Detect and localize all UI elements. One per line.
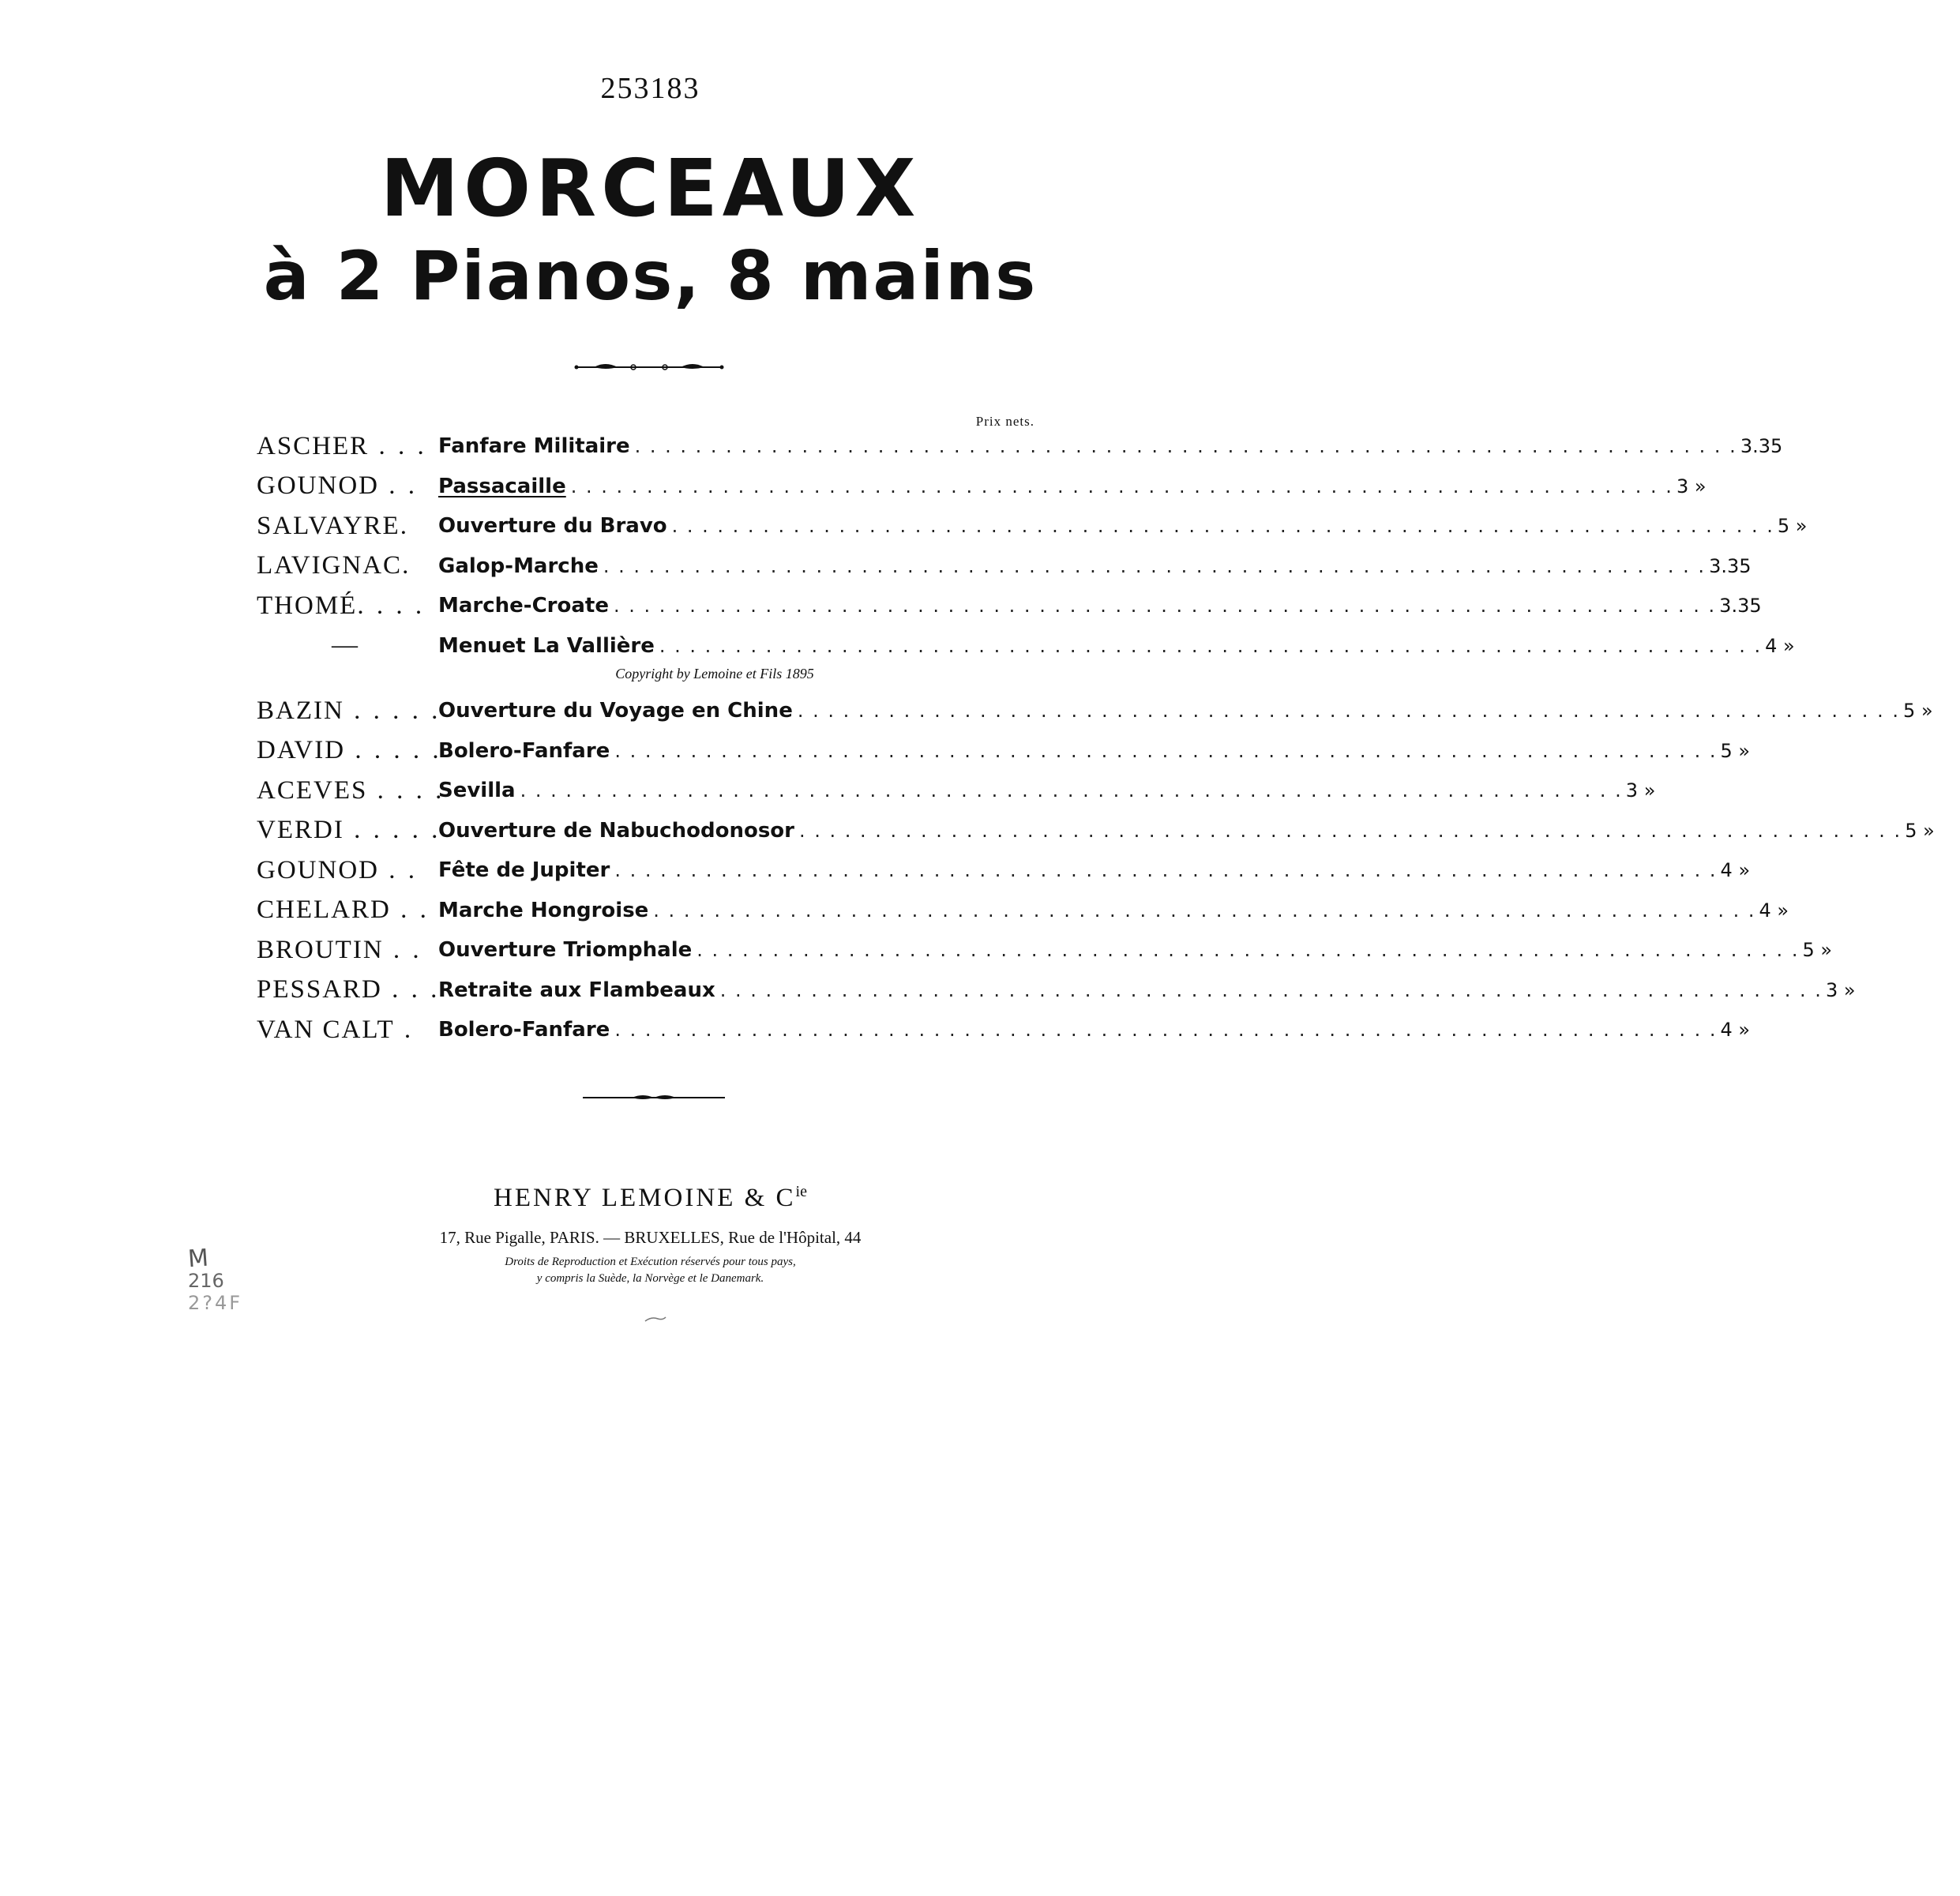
catalog-entry	[257, 811, 1935, 851]
work-title: Ouverture du Voyage en Chine	[438, 699, 793, 723]
page-subtitle: à 2 Pianos, 8 mains	[263, 237, 1038, 316]
composer-name: ACEVES . . . .	[257, 775, 445, 805]
work-title: Marche Hongroise	[438, 898, 649, 922]
work-price: 3 »	[1825, 978, 1856, 1001]
work-title: Fanfare Militaire	[438, 434, 630, 459]
catalog-entry	[257, 467, 1707, 507]
composer-name: CHELARD . .	[257, 895, 430, 925]
catalog-entry	[257, 971, 1856, 1011]
shelfmark-line: M	[186, 1244, 210, 1274]
dot-leader	[614, 859, 1715, 881]
work-title: Retraite aux Flambeaux	[438, 978, 715, 1002]
composer-name: VERDI . . . . .	[257, 816, 441, 845]
dot-leader	[614, 740, 1715, 762]
rights-line: Droits de Reproduction et Exécution réservés pour tous pays,	[505, 1256, 796, 1268]
work-title: Menuet La Vallière	[438, 633, 655, 658]
work-title: Sevilla	[438, 779, 516, 803]
price-column-header: Prix nets.	[975, 414, 1034, 429]
work-price: 5 »	[1777, 515, 1808, 538]
work-price: 4 »	[1720, 1019, 1751, 1042]
dot-leader	[635, 435, 1736, 457]
work-title: Ouverture de Nabuchodonosor	[438, 818, 794, 843]
small-scribble-icon	[644, 1315, 667, 1323]
catalog-entry	[257, 586, 1762, 626]
handwritten-shelfmark	[188, 1244, 242, 1314]
catalog-entry	[257, 850, 1751, 891]
work-price: 4 »	[1759, 899, 1789, 922]
catalog-entry	[257, 771, 1656, 811]
dot-leader	[603, 555, 1704, 577]
page-title: MORCEAUX	[380, 142, 921, 235]
composer-name: BAZIN . . . . .	[257, 696, 441, 725]
catalog-entry	[257, 691, 1933, 731]
work-title: Bolero-Fanfare	[438, 1018, 610, 1042]
dot-leader	[799, 820, 1900, 842]
dot-leader	[697, 939, 1797, 961]
work-title: Ouverture du Bravo	[438, 514, 667, 539]
catalog-entry	[257, 891, 1789, 931]
catalog-list	[257, 426, 1935, 1050]
top-ornament-icon	[570, 359, 728, 375]
work-price: 3 »	[1625, 779, 1656, 802]
dot-leader	[720, 979, 1821, 1001]
work-price: 5 »	[1720, 739, 1751, 762]
work-price: 5 »	[1905, 819, 1935, 842]
copyright-note: Copyright by Lemoine et Fils 1895	[615, 665, 814, 681]
composer-name: BROUTIN . .	[257, 935, 422, 964]
catalog-number: 253183	[600, 72, 700, 105]
work-price: 3.35	[1719, 595, 1762, 618]
publisher-name: HENRY LEMOINE & $C^{ie}$	[494, 1183, 807, 1212]
work-price: 3 »	[1676, 475, 1707, 497]
catalog-entry	[257, 731, 1751, 772]
composer-name: ASCHER . . .	[257, 431, 427, 460]
work-price: 3.35	[1740, 435, 1783, 458]
work-title: Bolero-Fanfare	[438, 738, 610, 763]
dot-leader	[571, 475, 1672, 497]
work-title: Fête de Jupiter	[438, 858, 610, 883]
catalog-entry	[257, 930, 1833, 971]
dot-leader	[659, 635, 1760, 657]
composer-name: PESSARD . . .	[257, 975, 441, 1004]
catalog-entry	[257, 626, 1795, 666]
composer-name: GOUNOD . .	[257, 471, 418, 501]
catalog-entry	[257, 506, 1808, 546]
catalog-entry	[257, 426, 1783, 467]
bottom-ornament-icon	[583, 1092, 725, 1103]
work-price: 4 »	[1765, 634, 1795, 657]
composer-name: VAN CALT .	[257, 1015, 415, 1044]
shelfmark-line: 216	[188, 1270, 224, 1292]
dot-leader	[520, 779, 1621, 802]
dot-leader	[614, 595, 1714, 617]
composer-name: THOMÉ. . . .	[257, 591, 426, 620]
composer-name: SALVAYRE.	[257, 511, 410, 540]
publisher-address: 17, Rue Pigalle, PARIS. — BRUXELLES, Rue de l'Hôpital, 44	[439, 1228, 862, 1247]
work-title: Passacaille	[438, 474, 566, 498]
work-price: 4 »	[1720, 859, 1751, 882]
work-title: Ouverture Triomphale	[438, 938, 693, 963]
dot-leader	[653, 899, 1754, 922]
dot-leader	[672, 515, 1773, 537]
composer-name: GOUNOD . .	[257, 855, 418, 884]
dot-leader	[798, 700, 1898, 722]
composer-name: —	[332, 631, 359, 660]
work-price: 5 »	[1903, 700, 1933, 723]
work-price: 5 »	[1802, 939, 1833, 962]
composer-name: DAVID . . . . .	[257, 736, 442, 765]
dot-leader	[614, 1019, 1715, 1041]
rights-line: y compris la Suède, la Norvège et le Danemark.	[536, 1272, 764, 1285]
catalog-entry	[257, 546, 1752, 587]
work-price: 3.35	[1709, 554, 1752, 577]
composer-name: LAVIGNAC.	[257, 551, 412, 580]
shelfmark-line: 2?4F	[188, 1292, 243, 1314]
catalog-entry	[257, 1010, 1751, 1050]
work-title: Marche-Croate	[438, 594, 609, 618]
work-title: Galop-Marche	[438, 554, 599, 578]
